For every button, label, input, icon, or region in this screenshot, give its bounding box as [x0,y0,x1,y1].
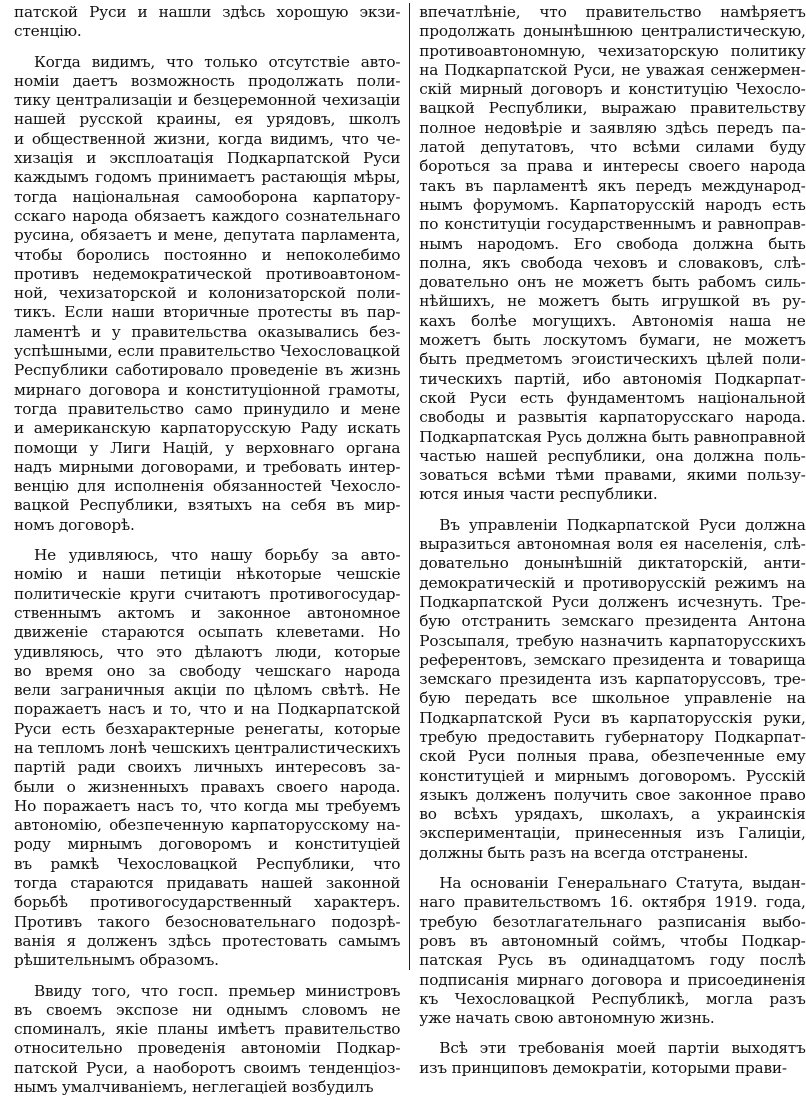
text-line: можетъ быть лоскутомъ бумаги, не можетъ [419,331,806,350]
text-line: номъ договорѣ. [14,515,135,534]
text-line: во всѣхъ урядахъ, школахъ, а украинскія [419,805,806,824]
paragraph [14,982,400,1097]
text-line: вацкой Республики, выражаю правительству [419,99,806,118]
text-line: удивляюсь, что это дѣлаютъ люди, которые [14,642,401,661]
text-line: Въ управленіи Подкарпатской Руси должна [439,515,806,534]
text-line: движеніе стараются осыпать клеветами. Но [14,623,401,642]
paragraph [14,53,400,535]
text-line: надъ мирными договорами, и требовать интер- [14,457,401,476]
paragraph [14,546,400,971]
text-line: ственнымъ актомъ и законное автономное [14,603,401,622]
text-line: Подкарпатская Русь должна быть равноправной [419,427,806,446]
text-line: въ рамкѣ Чехословацкой Республики, что [14,854,401,873]
text-line: довательно донынѣшній диктаторскій, анти- [419,554,806,573]
text-line: довательно онъ не можетъ быть рабомъ силь- [419,273,806,292]
text-line: Всѣ эти требованія моей партіи выходятъ [439,1039,806,1058]
text-line: частью нашей республики, она должна поль- [419,446,806,465]
text-line: ванія я долженъ здѣсь протестовать самымъ [14,931,401,950]
text-line: тическихъ партій, ибо автономія Подкарпат- [419,369,806,388]
text-line: каждымъ годомъ принимаетъ растающія мѣры, [14,168,401,187]
text-line: ламентѣ и у правительства оказывались без- [14,322,401,341]
text-line: земскаго президента изъ карпаторуссовъ, тре- [419,670,806,689]
text-line: тику централизаціи и безцеремонной чехизаціи [14,91,401,110]
text-line: такъ въ парламентѣ якъ передъ международ- [419,176,806,195]
text-line: изъ принциповъ демократіи, которыми прави- [419,1058,787,1077]
text-line: должны быть разъ на всегда отстранены. [419,843,749,862]
text-line: вацкой Республики, взятыхъ на себя въ мир- [14,496,401,515]
text-line: во время оно за свободу чешскаго народа [14,661,401,680]
text-line: рѣшительнымъ образомъ. [14,951,219,970]
text-line: нашей русской краины, ея урядовъ, школъ [14,110,401,129]
text-line: партій ради своихъ личныхъ интересовъ за- [14,758,401,777]
text-line: патская Русь въ одинадцатомъ году послѣ [419,951,806,970]
text-line: нымъ форумомъ. Карпаторусскій народъ есть [419,195,806,214]
text-line: мирнаго договора и конституціонной грамоты, [14,380,401,399]
text-line: требую предоставить губернатору Подкарпат- [419,727,806,746]
paragraph [419,874,805,1028]
text-line: Когда видимъ, что только отсутствіе авто- [34,52,401,71]
left-column [14,3,409,1097]
text-line: ской Руси полныя права, обезпеченные ему [419,747,806,766]
two-column-layout [14,3,806,1097]
text-line: зоваться всѣми тѣми правами, якими пользу- [419,466,806,485]
text-line: стенцію. [14,22,82,41]
text-line: экспериментаціи, принесенныя изъ Галиціи, [419,824,806,843]
text-line: Руси есть безхарактерные ренегаты, которые [14,719,401,738]
text-line: Не удивляюсь, что нашу борьбу за авто- [34,546,401,565]
text-line: ской Руси есть фундаментомъ національной [419,388,806,407]
text-line: помощи у Лиги Націй, у верховнаго органа [14,438,401,457]
text-line: венцію для исполненія обязанностей Чехосло- [14,477,401,496]
text-line: къ Чехословацкой Республикѣ, могла разъ [419,989,806,1008]
text-line: ровъ въ автономный соймъ, чтобы Подкар- [419,931,806,950]
paragraph [14,3,400,42]
text-line: тогда правительство само принудило и мене [14,399,401,418]
text-line: и американскую карпаторусскую Раду искать [14,419,401,438]
text-line: Розсыпаля, требую назначить карпаторусскихъ [419,631,806,650]
text-line: полное недовѣріе и заявляю здѣсь передъ па- [419,118,806,137]
text-line: впечатлѣніе, что правительство намѣряетъ [419,3,806,21]
text-line: полна, якъ свобода чеховъ и словаковъ, слѣ- [419,253,806,272]
text-line: хизація и эксплоатація Подкарпатской Руси [14,149,401,168]
text-line: политическіе круги считаютъ противогосудар- [14,584,401,603]
text-line: противоавтономную, чехизаторскую политику [419,41,806,60]
text-line: номію и наши петиціи нѣкоторые чешскіе [14,565,401,584]
paragraph [419,3,805,505]
text-line: на Подкарпатской Руси, не уважая сенжермен- [419,60,806,79]
text-line: борьбѣ противогосударственный характеръ. [14,893,401,912]
text-line: тикъ. Если наши вторичные протесты въ пар- [14,303,401,322]
text-line: были о жизненныхъ правахъ своего народа. [14,777,401,796]
text-line: кахъ болѣе могущихъ. Автономія наша не [419,311,806,330]
text-line: бую отстранить земскаго президента Антона [419,612,806,631]
text-line: бороться за права и интересы своего народа [419,157,806,176]
text-line: тогда національная самооборона карпатору- [14,187,401,206]
text-line: въ своемъ экспозе ни однымъ словомъ не [14,1000,401,1019]
text-line: бую передать все школьное управленіе на [419,689,806,708]
text-line: свободы и развытія карпаторусскаго народа. [419,408,806,427]
text-line: конституціей и мирнымъ договоромъ. Русскій [419,766,806,785]
text-line: и общественной жизни, когда видимъ, что че- [14,129,401,148]
text-line: споминалъ, якіе планы имѣетъ правительство [14,1020,401,1039]
text-line: уже начать свою автономную жизнь. [419,1009,715,1028]
text-line: нѣйшихъ, не можетъ быть игрушкой въ ру- [419,292,806,311]
text-line: Противъ такого безосновательнаго подозрѣ- [14,912,401,931]
right-column [410,3,806,1077]
text-line: на тепломъ лонѣ чешскихъ централистическихъ [14,738,401,757]
text-line: требую безотлагательнаго разписанія выбо- [419,912,806,931]
text-line: продолжать донынѣшнюю централистическую, [419,22,806,41]
text-line: автономію, обезпеченную карпаторусскому на- [14,816,401,835]
text-line: демократическій и противорусскій режимъ на [419,573,806,592]
text-line: ной, чехизаторской и колонизаторской поли- [14,284,401,303]
text-line: номіи даетъ возможность продолжать поли- [14,71,401,90]
paragraph [419,516,805,863]
text-line: ются иныя части республики. [419,485,658,504]
text-line: нымъ народомъ. Его свобода должна быть [419,234,806,253]
text-line: по конституціи государственнымъ и равноправ- [419,215,806,234]
text-line: патской Руси и нашли здѣсь хорошую экзи- [14,3,401,21]
text-line: сскаго народа обязаетъ каждого сознательнаго [14,206,401,225]
text-line: наго правительствомъ 16. октября 1919. года, [419,893,806,912]
text-line: скій мирный договоръ и конституцію Чехосло- [419,80,806,99]
text-line: вели заграничныя акціи по цѣломъ свѣтѣ. Не [14,681,401,700]
text-line: языкъ долженъ получить свое законное право [419,785,806,804]
text-line: тогда стараются придавать нашей законной [14,874,401,893]
text-line: Подкарпатской Руси въ карпаторусскія руки, [419,708,806,727]
text-line: русина, обязаетъ и мене, депутата парламента, [14,226,401,245]
text-line: поражаетъ насъ и то, что и на Подкарпатской [14,700,401,719]
text-line: Ввиду того, что госп. премьер министровъ [34,981,401,1000]
text-line: успѣшными, если правительство Чехословацкой [14,342,401,361]
text-line: противъ недемократической противоавтоном- [14,264,401,283]
text-line: выразиться автономная воля ея населенія, слѣ- [419,535,806,554]
text-line: Республики саботировало проведеніе въ жизнь [14,361,401,380]
text-line: относительно проведенія автономіи Подкар- [14,1039,401,1058]
text-line: быть предметомъ эгоистическихъ цѣлей поли- [419,350,806,369]
paragraph [419,1039,805,1078]
text-line: Подкарпатской Руси долженъ исчезнуть. Тре- [419,592,806,611]
text-line: чтобы боролись постоянно и непоколебимо [14,245,401,264]
text-line: роду мирнымъ договоромъ и конституціей [14,835,401,854]
text-line: подписанія мирнаго договора и присоединенія [419,970,806,989]
text-line: нымъ умалчиваніемъ, неглегаціей возбудилъ [14,1078,374,1097]
text-line: Но поражаетъ насъ то, что когда мы требуемъ [14,796,401,815]
text-line: патской Руси, а наоборотъ своимъ тенденціоз- [14,1058,401,1077]
text-line: референтовъ, земскаго президента и товарища [419,650,806,669]
text-line: На основаніи Генеральнаго Статута, выдан- [439,874,806,893]
text-line: латой депутатовъ, что всѣми силами буду [419,138,806,157]
